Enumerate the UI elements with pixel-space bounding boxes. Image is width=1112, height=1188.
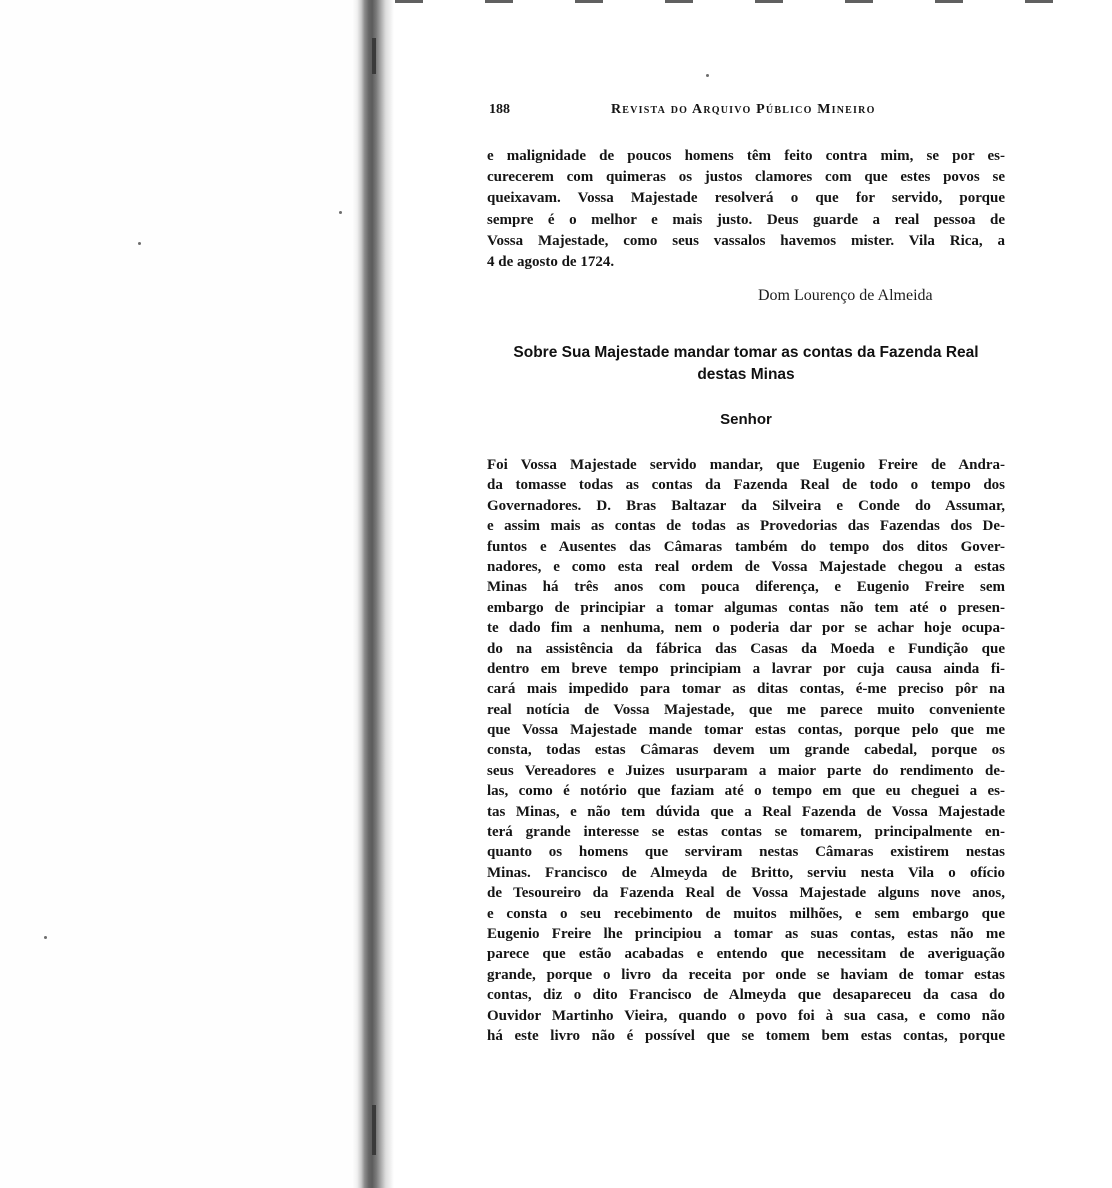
text-line: há este livro não é possível que se tomem bem estas contas, porque xyxy=(487,1027,1005,1044)
text-line: do na assistência da fábrica das Casas da Moeda e Fundição que xyxy=(487,640,1005,657)
text-line: contas, diz o dito Francisco de Almeyda que desapareceu da casa do xyxy=(487,987,1005,1004)
signature: Dom Lourenço de Almeida xyxy=(758,287,933,304)
page-number: 188 xyxy=(489,102,510,117)
text-line: sempre é o melhor e mais justo. Deus guarde a real pessoa de xyxy=(487,211,1005,228)
section-title-line: Sobre Sua Majestade mandar tomar as contas da Fazenda Real xyxy=(513,344,979,361)
text-line: Vossa Majestade, como seus vassalos havemos mister. Vila Rica, a xyxy=(487,232,1005,249)
text-line: queixavam. Vossa Majestade resolverá o que for servido, porque xyxy=(487,190,1005,207)
text-line: Ouvidor Martinho Vieira, quando o povo foi à sua casa, e como não xyxy=(487,1007,1005,1024)
book-spine-shadow xyxy=(352,0,394,1188)
text-line: nadores, e como esta real ordem de Vossa Majestade chegou a estas xyxy=(487,558,1005,575)
text-line: las, como é notório que faziam até o tempo em que eu cheguei a es- xyxy=(487,783,1005,800)
text-line: 4 de agosto de 1724. xyxy=(487,253,615,270)
spine-dark-mark-bottom xyxy=(372,1105,376,1155)
running-title: Revista do Arquivo Público Mineiro xyxy=(611,102,876,117)
text-line: curecerem com quimeras os justos clamores com que estes povos se xyxy=(487,169,1005,186)
letter-closing-paragraph xyxy=(487,146,1005,273)
text-line: e assim mais as contas de todas as Provedorias das Fazendas dos De- xyxy=(487,518,1005,535)
blank-left-page xyxy=(0,0,358,1188)
text-line: e malignidade de poucos homens têm feito contra mim, se por es- xyxy=(487,148,1005,164)
text-line: de Tesoureiro da Fazenda Real de Vossa Majestade alguns nove anos, xyxy=(487,885,1005,902)
letter-body-paragraph xyxy=(487,455,1005,1046)
spine-dark-mark-top xyxy=(372,38,376,74)
text-line: cará mais impedido para tomar as ditas contas, é-me preciso pôr na xyxy=(487,681,1005,698)
text-line: parece que estão acabadas e entendo que necessitam de averiguação xyxy=(487,946,1005,963)
text-line: grande, porque o livro da receita por onde se haviam de tomar estas xyxy=(487,966,1005,983)
text-line: Minas. Francisco de Almeyda de Britto, serviu nesta Vila o ofício xyxy=(487,864,1005,881)
text-line: seus Vereadores e Juizes usurparam a maior parte do rendimento de- xyxy=(487,762,1005,779)
section-title xyxy=(487,342,1005,386)
text-line: que Vossa Majestade mande tomar estas contas, porque pelo que me xyxy=(487,722,1005,739)
text-line: Governadores. D. Bras Baltazar da Silveira e Conde do Assumar, xyxy=(487,497,1005,514)
scan-speck xyxy=(44,936,47,939)
scan-speck xyxy=(138,242,141,245)
text-line: funtos e Ausentes das Câmaras também do tempo dos ditos Gover- xyxy=(487,538,1005,555)
text-line: consta, todas estas Câmaras devem um grande cabedal, porque os xyxy=(487,742,1005,759)
section-title-line: destas Minas xyxy=(697,366,795,383)
text-line: terá grande interesse se estas contas se tomarem, principalmente en- xyxy=(487,824,1005,841)
text-line: Foi Vossa Majestade servido mandar, que Eugenio Freire de Andra- xyxy=(487,457,1005,473)
text-line: embargo de principiar a tomar algumas contas não tem até o presen- xyxy=(487,599,1005,616)
top-edge-scan-shadow xyxy=(395,0,1112,3)
salutation: Senhor xyxy=(720,411,772,428)
text-line: quanto os homens que serviram nestas Câmaras existirem nestas xyxy=(487,844,1005,861)
text-line: tas Minas, e não tem dúvida que a Real Fazenda de Vossa Majestade xyxy=(487,803,1005,820)
text-line: Minas há três anos com pouca diferença, e Eugenio Freire sem xyxy=(487,579,1005,596)
text-line: e consta o seu recebimento de muitos milhões, e sem embargo que xyxy=(487,905,1005,922)
text-line: Eugenio Freire lhe principiou a tomar as suas contas, estas não me xyxy=(487,925,1005,942)
scan-speck xyxy=(339,211,342,214)
scan-speck xyxy=(706,74,709,77)
text-line: te dado fim a nenhuma, nem o poderia dar por se achar hoje ocupa- xyxy=(487,620,1005,637)
text-line: dentro em breve tempo principiam a lavrar por cuja causa ainda fi- xyxy=(487,660,1005,677)
text-line: da tomasse todas as contas da Fazenda Real de todo o tempo dos xyxy=(487,477,1005,494)
text-line: real notícia de Vossa Majestade, que me parece muito conveniente xyxy=(487,701,1005,718)
